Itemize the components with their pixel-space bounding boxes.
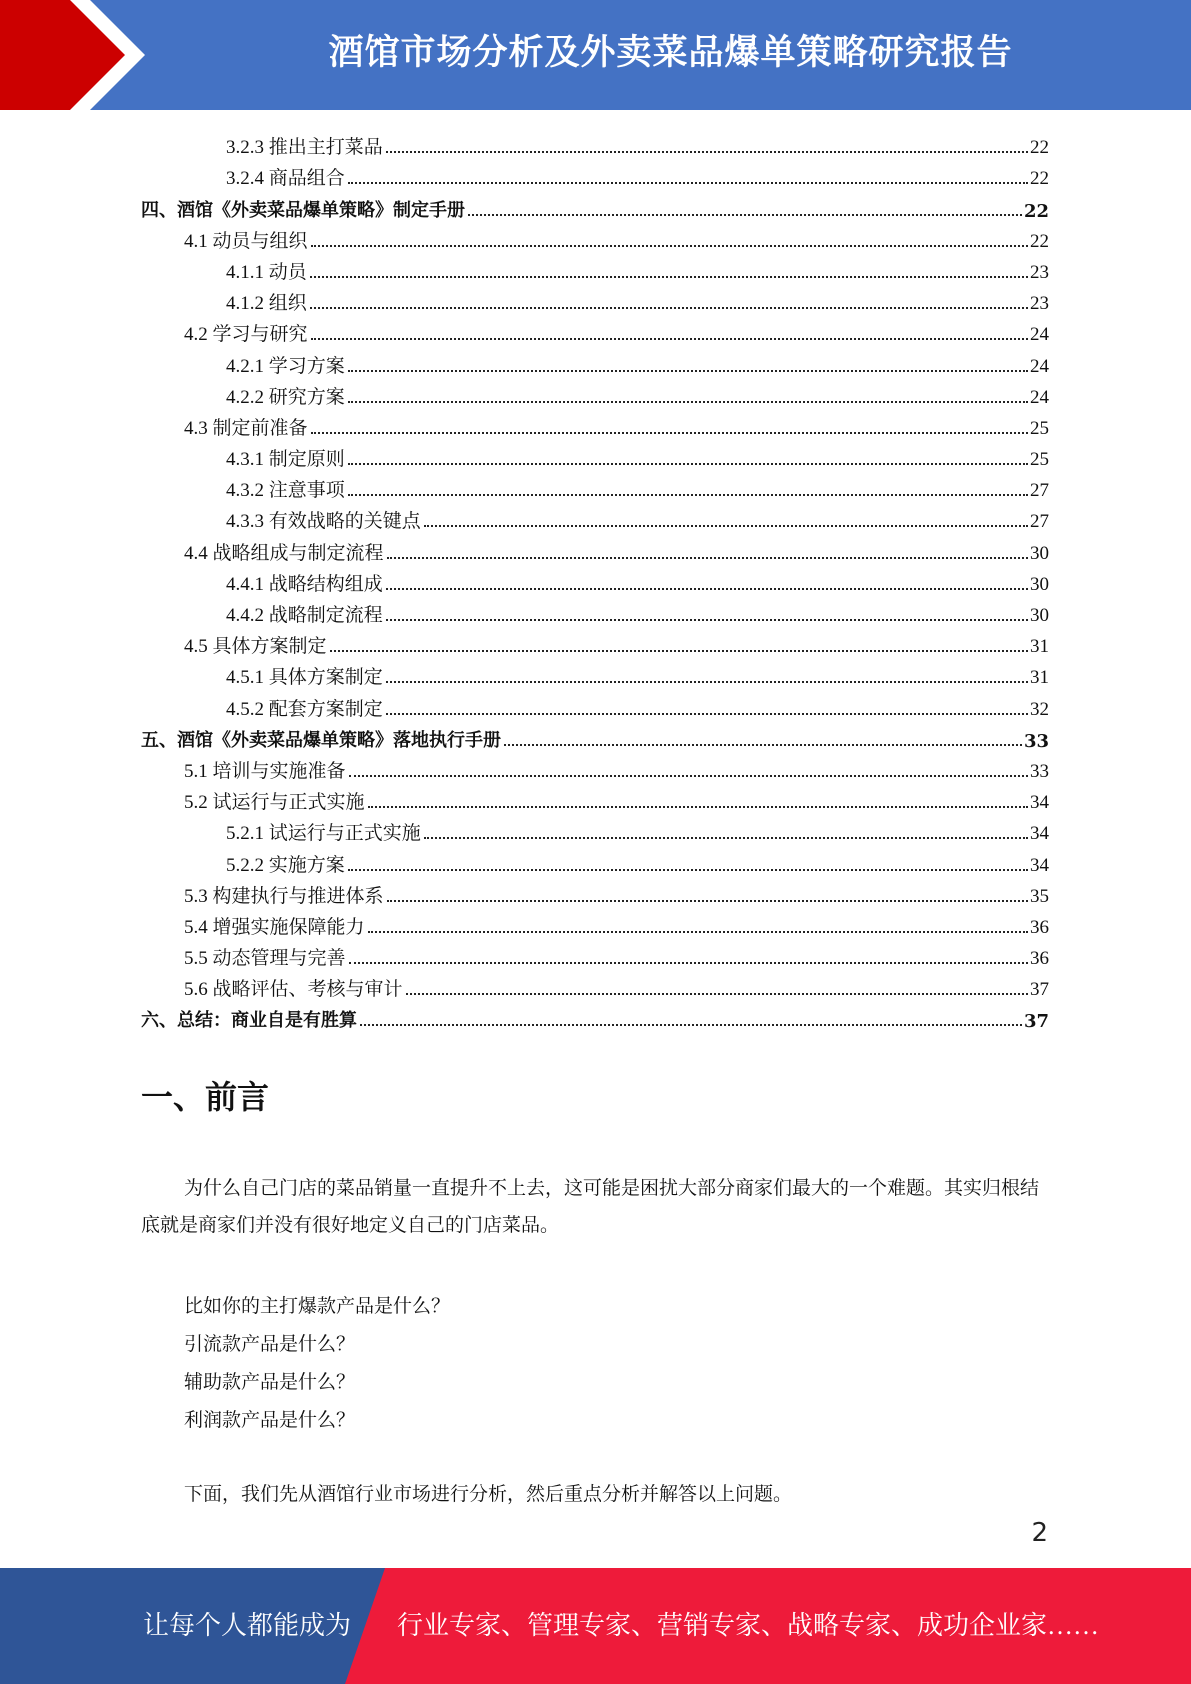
toc-entry-label: 5.3 构建执行与推进体系 (184, 885, 384, 907)
toc-entry-page: 37 (1023, 1011, 1049, 1033)
toc-dot-leader (386, 713, 1028, 715)
toc-entry-page: 22 (1023, 200, 1049, 222)
header-arrow-decoration (0, 0, 170, 110)
toc-entry-label: 5.4 增强实施保障能力 (184, 916, 365, 938)
toc-dot-leader (310, 307, 1028, 309)
toc-entry-label: 4.1.1 动员 (226, 261, 307, 283)
toc-entry-page: 31 (1030, 667, 1049, 689)
toc-entry-page: 23 (1030, 261, 1049, 283)
toc-entry-label: 4.4 战略组成与制定流程 (184, 542, 384, 564)
toc-dot-leader (386, 151, 1028, 153)
question-item: 比如你的主打爆款产品是什么？ (184, 1296, 451, 1317)
toc-entry-label: 4.2.2 研究方案 (226, 386, 345, 408)
toc-dot-leader (310, 276, 1028, 278)
toc-entry-label: 4.2.1 学习方案 (226, 355, 345, 377)
toc-dot-leader (386, 681, 1028, 683)
toc-entry-page: 27 (1030, 511, 1049, 533)
toc-entry-page: 24 (1030, 386, 1049, 408)
toc-entry[interactable] (141, 814, 1049, 845)
toc-entry-page: 24 (1030, 324, 1049, 346)
toc-entry-label: 3.2.4 商品组合 (226, 168, 345, 190)
footer-slogan-left: 让每个人都能成为 (143, 1611, 352, 1640)
toc-dot-leader (348, 494, 1028, 496)
toc-entry[interactable] (141, 689, 1049, 720)
toc-entry[interactable] (141, 783, 1049, 814)
toc-entry[interactable] (141, 159, 1049, 190)
toc-dot-leader (504, 744, 1022, 746)
toc-entry-page: 25 (1030, 417, 1049, 439)
toc-entry-label: 4.2 学习与研究 (184, 324, 308, 346)
intro-paragraph: 为什么自己门店的菜品销量一直提升不上去，这可能是困扰大部分商家们最大的一个难题。其实归根结底就是商家们并没有很好地定义自己的门店菜品。 (141, 1178, 1040, 1236)
toc-entry[interactable] (141, 533, 1049, 564)
toc-entry[interactable] (141, 128, 1049, 159)
footer-slogan-right: 行业专家、管理专家、营销专家、战略专家、成功企业家…… (397, 1611, 1100, 1640)
question-item: 引流款产品是什么？ (184, 1334, 356, 1355)
toc-entry-label: 4.3.2 注意事项 (226, 480, 345, 502)
toc-entry[interactable] (141, 315, 1049, 346)
toc-entry-label: 4.1 动员与组织 (184, 230, 308, 252)
toc-dot-leader (368, 806, 1028, 808)
toc-entry-page: 25 (1030, 449, 1049, 471)
toc-entry-page: 34 (1030, 854, 1049, 876)
toc-dot-leader (348, 370, 1028, 372)
question-list (184, 1288, 450, 1440)
toc-entry[interactable] (141, 284, 1049, 315)
toc-entry[interactable] (141, 658, 1049, 689)
page-header (0, 0, 1191, 110)
toc-entry-label: 4.4.2 战略制定流程 (226, 605, 383, 626)
toc-entry[interactable] (141, 502, 1049, 533)
toc-entry-page: 33 (1030, 760, 1049, 782)
toc-dot-leader (348, 869, 1028, 871)
toc-entry-page: 36 (1030, 948, 1049, 970)
toc-entry[interactable] (141, 346, 1049, 377)
toc-entry[interactable] (141, 409, 1049, 440)
toc-dot-leader (360, 1024, 1022, 1026)
toc-entry-label: 四、酒馆《外卖菜品爆单策略》制定手册 (141, 199, 465, 221)
toc-entry-label: 4.1.2 组织 (226, 293, 307, 315)
closing-paragraph: 下面，我们先从酒馆行业市场进行分析，然后重点分析并解答以上问题。 (184, 1484, 793, 1505)
question-item: 辅助款产品是什么？ (184, 1372, 356, 1393)
toc-entry[interactable] (141, 378, 1049, 409)
toc-dot-leader (386, 619, 1028, 621)
toc-dot-leader (387, 557, 1028, 559)
toc-dot-leader (468, 214, 1022, 216)
toc-entry[interactable] (141, 627, 1049, 658)
toc-entry-label: 5.5 动态管理与完善 (184, 948, 346, 970)
page-number: 2 (1031, 1518, 1048, 1548)
toc-entry[interactable] (141, 939, 1049, 970)
toc-dot-leader (349, 775, 1028, 777)
toc-entry-label: 5.2.1 试运行与正式实施 (226, 823, 421, 845)
toc-entry-label: 3.2.3 推出主打菜品 (226, 137, 383, 159)
toc-entry-page: 22 (1030, 168, 1049, 190)
toc-entry-page: 30 (1030, 542, 1049, 564)
toc-entry-page: 30 (1030, 605, 1049, 626)
section-heading: 一、前言 (141, 1078, 270, 1116)
toc-entry[interactable] (141, 565, 1049, 596)
toc-entry-page: 36 (1030, 916, 1049, 938)
toc-entry[interactable] (141, 877, 1049, 908)
toc-dot-leader (387, 900, 1028, 902)
toc-dot-leader (424, 525, 1028, 527)
toc-dot-leader (368, 931, 1028, 933)
document-title: 酒馆市场分析及外卖菜品爆单策略研究报告 (328, 33, 1013, 73)
toc-entry-label: 五、酒馆《外卖菜品爆单策略》落地执行手册 (141, 729, 501, 751)
toc-entry[interactable] (141, 222, 1049, 253)
table-of-contents (141, 128, 1049, 1032)
toc-entry-page: 34 (1030, 792, 1049, 814)
toc-entry-label: 4.3.1 制定原则 (226, 449, 345, 471)
toc-dot-leader (424, 837, 1028, 839)
toc-dot-leader (386, 588, 1028, 590)
toc-entry-page: 35 (1030, 885, 1049, 907)
toc-entry[interactable] (141, 596, 1049, 627)
toc-entry[interactable] (141, 970, 1049, 1001)
toc-entry-label: 4.3.3 有效战略的关键点 (226, 511, 421, 533)
toc-entry-page: 22 (1030, 137, 1049, 159)
toc-entry-page: 22 (1030, 230, 1049, 252)
toc-dot-leader (311, 432, 1028, 434)
toc-entry[interactable] (141, 752, 1049, 783)
toc-dot-leader (311, 338, 1028, 340)
toc-entry[interactable] (141, 1001, 1049, 1032)
page-footer (0, 1568, 1191, 1684)
toc-entry[interactable] (141, 440, 1049, 471)
toc-entry-page: 24 (1030, 355, 1049, 377)
toc-dot-leader (348, 182, 1028, 184)
toc-entry-page: 27 (1030, 480, 1049, 502)
toc-entry-page: 30 (1030, 573, 1049, 595)
toc-entry-label: 4.3 制定前准备 (184, 417, 308, 439)
toc-entry[interactable] (141, 190, 1049, 221)
toc-entry-label: 4.5.1 具体方案制定 (226, 667, 383, 689)
toc-dot-leader (349, 962, 1028, 964)
toc-entry[interactable] (141, 471, 1049, 502)
toc-entry-label: 5.1 培训与实施准备 (184, 760, 346, 782)
toc-entry-label: 5.6 战略评估、考核与审计 (184, 979, 403, 1001)
toc-dot-leader (348, 401, 1028, 403)
toc-entry-label: 4.5.2 配套方案制定 (226, 698, 383, 720)
toc-dot-leader (406, 993, 1028, 995)
toc-entry-label: 4.5 具体方案制定 (184, 636, 327, 658)
toc-dot-leader (348, 463, 1028, 465)
toc-entry[interactable] (141, 908, 1049, 939)
toc-dot-leader (311, 245, 1028, 247)
toc-entry-label: 六、总结：商业自是有胜算 (141, 1010, 357, 1032)
toc-entry-page: 37 (1030, 979, 1049, 1001)
toc-dot-leader (330, 650, 1028, 652)
toc-entry-label: 5.2 试运行与正式实施 (184, 792, 365, 814)
toc-entry-label: 5.2.2 实施方案 (226, 854, 345, 876)
toc-entry-page: 23 (1030, 293, 1049, 315)
toc-entry-page: 34 (1030, 823, 1049, 845)
toc-entry-page: 33 (1023, 730, 1049, 752)
toc-entry-page: 31 (1030, 636, 1049, 658)
toc-entry[interactable] (141, 721, 1049, 752)
toc-entry[interactable] (141, 845, 1049, 876)
toc-entry-label: 4.4.1 战略结构组成 (226, 573, 383, 595)
toc-entry-page: 32 (1030, 698, 1049, 720)
question-item: 利润款产品是什么？ (184, 1410, 356, 1431)
toc-entry[interactable] (141, 253, 1049, 284)
